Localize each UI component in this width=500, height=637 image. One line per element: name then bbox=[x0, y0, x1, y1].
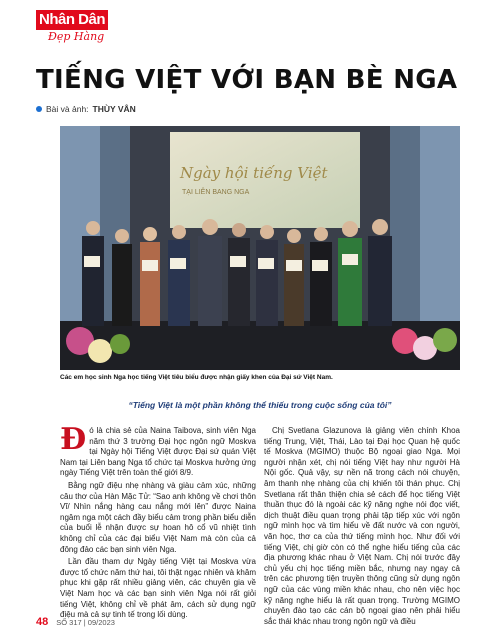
paragraph: Lần đầu tham dự Ngày tiếng Việt tại Moskva vừa được tổ chức năm thứ hai, tôi thật ngạc nhiên và khâm phục khi gặp rất nhiều giảng viên, các chuyên gia về Việt Nam học và các bạn sinh viên Nga nói rất giỏi tiếng Việt, không chỉ về phát âm, cách sử dụng ngữ điệu mà cả sự tinh tế trong lối dùng. bbox=[60, 557, 256, 620]
article-title: TIẾNG VIỆT VỚI BẠN BÈ NGA bbox=[36, 65, 458, 95]
paragraph: ó là chia sẻ của Naina Taibova, sinh viên Nga năm thứ 3 trường Đại học ngôn ngữ Moskva tại Ngày hội Tiếng Việt được Đại sứ quán Việt Nam tại Liên bang Nga tổ chức tại Moskva hưởng ứng ngày Tiếng Việt trên toàn thế giới 8/9. bbox=[60, 426, 256, 478]
people-group bbox=[82, 219, 392, 326]
right-column bbox=[264, 426, 460, 629]
logo-subtitle: Đẹp Hàng bbox=[48, 30, 105, 43]
page-footer bbox=[36, 616, 115, 628]
paragraph: Bằng ngữ điệu nhẹ nhàng và giàu cảm xúc, những câu thơ của Hàn Mặc Tử: “Sao anh không về chơi thôn Vĩ/ Nhìn nắng hàng cau nắng mới lên” được Naina ngâm nga một cách đầy biểu cảm trong phần biểu diễn của buổi lễ nhận được sự hoan hô cổ vũ nhiệt tình không chỉ của các đại biểu Việt Nam mà còn của cả đông đảo các bạn sinh viên Nga. bbox=[60, 480, 256, 554]
paragraph: Chị Svetlana Glazunova là giảng viên chính Khoa tiếng Trung, Việt, Thái, Lào tại Đại học Quan hệ quốc tế Moskva (MGIMO) thuộc Bộ ngoại giao Nga. Mọi người nhận xét, chị nói tiếng Việt hay như người Hà Nội gốc. Quả vậy, sự nền nã trong cách nói chuyện, âm thanh nhẹ nhàng của chị khiến tôi thán phục. Chị Svetlana rất thân thiện chia sẻ cách để học tiếng Việt thuần thục đó là ngoài các kỹ năng nghe nói đọc viết, dịch thuật điều quan trọng phải tập tiếp xúc với ngôn ngữ mình học và tìm hiểu về đất nước và con người, văn học, thơ ca của thứ tiếng mình học. Như đối với tiếng Việt, chị giờ còn có thể nghe hiểu tiếng của các địa phương khác nhau ở Việt Nam. Chị nói trước đây chủ yếu chị học tiếng miền bắc, nhưng nay ngay cả trên các phương tiện truyền thông cũng sử dụng ngôn ngữ của các vùng miền khác nhau, cho nên việc học kỹ năng nghe hiểu là rất quan trọng. Trường MGIMO chuyên đào tạo các cán bộ ngoại giao nên phải hiểu sắc thái khác nhau trong ngôn ngữ và điều bbox=[264, 426, 460, 626]
article-photo bbox=[60, 126, 460, 370]
photo-banner-sub: TẠI LIÊN BANG NGA bbox=[182, 189, 250, 196]
page-number: 48 bbox=[36, 616, 49, 628]
masthead-logo bbox=[36, 10, 126, 54]
logo-title: Nhân Dân bbox=[36, 10, 108, 30]
issue-info: SỐ 317 | 09/2023 bbox=[56, 617, 115, 627]
drop-cap: Đ bbox=[60, 422, 87, 457]
photo-caption: Các em học sinh Nga học tiếng Việt tiêu biểu được nhận giấy khen của Đại sứ Việt Nam. bbox=[60, 374, 333, 381]
photo-scene bbox=[60, 126, 460, 370]
photo-banner-title: Ngày hội tiếng Việt bbox=[180, 164, 328, 182]
pull-quote: “Tiếng Việt là một phần không thể thiếu trong cuộc sống của tôi” bbox=[128, 400, 392, 410]
bullet-icon bbox=[36, 106, 42, 112]
byline bbox=[36, 104, 136, 114]
byline-label: Bài và ảnh: bbox=[46, 104, 89, 114]
byline-author: THÙY VÂN bbox=[92, 104, 136, 114]
left-column bbox=[60, 422, 256, 623]
